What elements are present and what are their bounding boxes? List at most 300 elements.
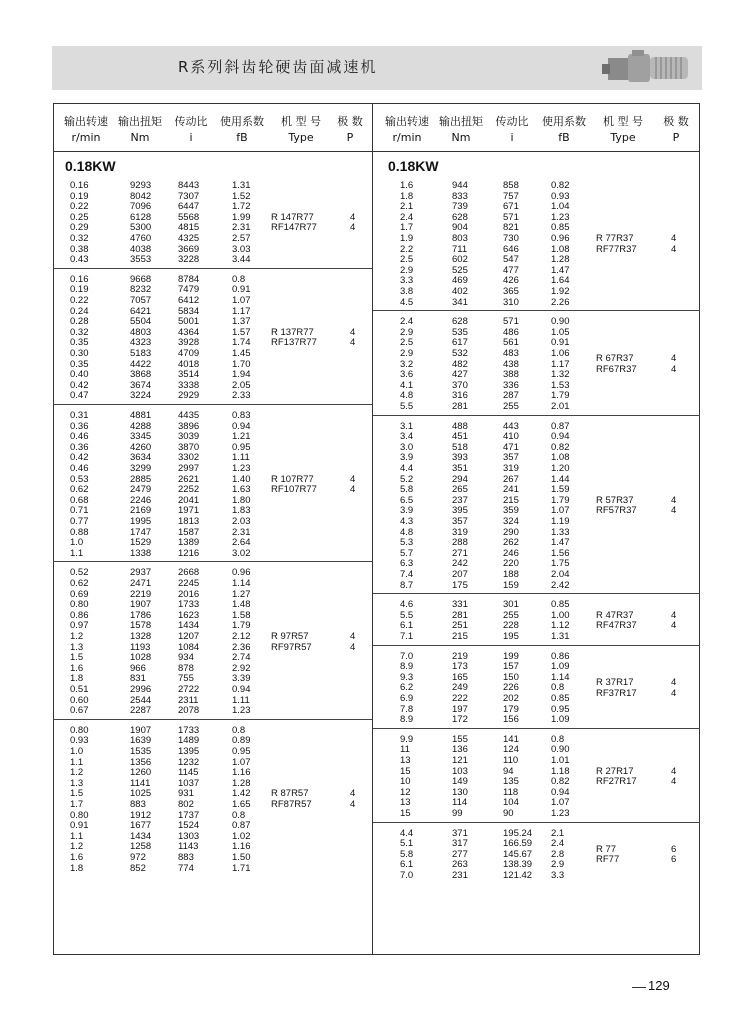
ratio-cell: 2252	[178, 484, 200, 496]
speed-cell: 1.3	[70, 777, 84, 789]
header-ratio-unit: i	[189, 131, 193, 144]
ratio-cell: 6447	[178, 201, 200, 213]
speed-cell: 2.1	[400, 201, 414, 213]
torque-cell: 271	[452, 547, 468, 559]
torque-cell: 402	[452, 286, 468, 297]
factor-cell: 1.37	[232, 316, 251, 328]
speed-cell: 1.8	[70, 862, 84, 874]
factor-cell: 0.8	[232, 273, 246, 285]
header-poles-cn: 极 数	[337, 115, 363, 128]
factor-cell: 1.53	[551, 379, 570, 391]
torque-cell: 357	[452, 516, 468, 527]
factor-cell: 1.23	[232, 463, 251, 474]
speed-cell: 0.67	[70, 705, 89, 717]
torque-cell: 319	[452, 526, 468, 538]
torque-cell: 207	[452, 569, 468, 580]
torque-cell: 251	[452, 620, 468, 632]
factor-cell: 1.19	[551, 516, 570, 527]
speed-cell: 0.36	[70, 420, 89, 432]
torque-cell: 370	[452, 379, 468, 391]
ratio-cell: 858	[503, 180, 519, 191]
factor-cell: 1.32	[551, 369, 570, 381]
speed-cell: 0.32	[70, 233, 89, 244]
torque-cell: 219	[452, 650, 468, 662]
ratio-cell: 1489	[178, 735, 200, 747]
ratio-cell: 5001	[178, 316, 200, 328]
ratio-cell: 226	[503, 682, 519, 694]
torque-cell: 628	[452, 316, 468, 328]
header-speed-cn: 输出转速	[385, 115, 429, 128]
speed-cell: 0.77	[70, 516, 89, 527]
factor-cell: 1.58	[232, 609, 251, 621]
ratio-cell: 2245	[178, 578, 200, 589]
ratio-cell: 483	[503, 348, 519, 359]
speed-cell: 7.0	[400, 650, 414, 662]
type-cell: RF37R17	[596, 687, 637, 699]
torque-cell: 5300	[130, 222, 152, 234]
torque-cell: 130	[452, 786, 468, 798]
torque-cell: 103	[452, 765, 468, 777]
speed-cell: 3.6	[400, 369, 414, 381]
torque-cell: 215	[452, 631, 468, 642]
torque-cell: 451	[452, 431, 468, 443]
speed-cell: 4.1	[400, 379, 414, 391]
speed-cell: 0.22	[70, 295, 89, 306]
type-cell: R 137R77	[271, 326, 314, 338]
ratio-cell: 324	[503, 516, 519, 527]
gear-motor-icon	[598, 48, 694, 88]
ratio-cell: 5568	[178, 211, 200, 223]
torque-cell: 237	[452, 494, 468, 506]
ratio-cell: 3514	[178, 369, 200, 381]
torque-cell: 114	[452, 797, 468, 809]
ratio-cell: 1145	[178, 767, 199, 779]
speed-cell: 1.7	[70, 799, 84, 810]
ratio-cell: 4435	[178, 410, 200, 421]
ratio-cell: 90	[503, 808, 514, 819]
pole-cell: 4	[350, 631, 356, 642]
factor-cell: 1.50	[232, 852, 251, 863]
ratio-cell: 3302	[178, 452, 200, 464]
factor-cell: 0.94	[551, 786, 570, 798]
page-number: 129	[648, 978, 670, 993]
pole-cell: 4	[350, 337, 356, 349]
torque-cell: 1193	[130, 641, 151, 653]
ratio-cell: 1143	[178, 841, 199, 853]
ratio-cell: 5834	[178, 305, 200, 317]
table-center-divider	[372, 103, 373, 955]
ratio-cell: 671	[503, 201, 519, 213]
header-type-en: Type	[288, 131, 314, 144]
factor-cell: 0.94	[551, 431, 570, 443]
power-label-right: 0.18KW	[388, 158, 439, 174]
factor-cell: 0.85	[551, 599, 570, 611]
ratio-cell: 141	[503, 733, 519, 745]
speed-cell: 0.71	[70, 505, 89, 517]
torque-cell: 488	[452, 420, 468, 432]
type-cell: R 97R57	[271, 631, 309, 642]
factor-cell: 1.14	[232, 578, 251, 589]
pole-cell: 4	[671, 677, 677, 689]
factor-cell: 1.28	[232, 777, 251, 789]
factor-cell: 1.79	[551, 494, 570, 506]
ratio-cell: 157	[503, 661, 519, 673]
factor-cell: 1.06	[551, 348, 570, 359]
speed-cell: 1.6	[400, 180, 414, 191]
speed-cell: 0.42	[70, 379, 89, 391]
speed-cell: 0.30	[70, 348, 89, 359]
factor-cell: 2.12	[232, 631, 251, 642]
torque-cell: 7057	[130, 295, 152, 306]
speed-cell: 15	[400, 765, 411, 777]
header-torque-unit: Nm	[451, 131, 471, 144]
speed-cell: 7.0	[400, 870, 414, 881]
ratio-cell: 931	[178, 788, 194, 800]
torque-cell: 265	[452, 484, 468, 496]
ratio-cell: 1232	[178, 756, 200, 768]
ratio-cell: 1389	[178, 537, 200, 549]
speed-cell: 1.6	[70, 662, 84, 674]
ratio-cell: 94	[503, 765, 514, 777]
torque-cell: 165	[452, 671, 468, 683]
torque-cell: 231	[452, 870, 468, 881]
ratio-cell: 2016	[178, 588, 200, 600]
pole-cell: 4	[350, 326, 356, 338]
torque-cell: 1356	[130, 756, 152, 768]
group-separator	[53, 561, 372, 562]
torque-cell: 4260	[130, 441, 152, 453]
ratio-cell: 4325	[178, 233, 200, 244]
torque-cell: 197	[452, 703, 468, 715]
ratio-cell: 255	[503, 401, 519, 412]
torque-cell: 351	[452, 463, 468, 474]
speed-cell: 6.1	[400, 859, 414, 871]
ratio-cell: 179	[503, 703, 519, 715]
factor-cell: 1.23	[551, 808, 570, 819]
speed-cell: 4.5	[400, 296, 414, 308]
speed-cell: 0.88	[70, 526, 89, 538]
factor-cell: 0.83	[232, 410, 251, 421]
factor-cell: 2.8	[551, 848, 565, 860]
torque-cell: 2544	[130, 694, 152, 706]
group-separator	[53, 719, 372, 720]
ratio-cell: 1303	[178, 830, 200, 842]
speed-cell: 8.9	[400, 661, 414, 673]
ratio-cell: 547	[503, 254, 519, 266]
ratio-cell: 802	[178, 799, 194, 810]
ratio-cell: 438	[503, 358, 519, 370]
ratio-cell: 188	[503, 569, 519, 580]
factor-cell: 1.04	[551, 201, 570, 213]
speed-cell: 0.52	[70, 567, 89, 579]
pole-cell: 4	[350, 799, 356, 810]
group-separator	[373, 822, 700, 823]
ratio-cell: 774	[178, 862, 194, 874]
speed-cell: 6.1	[400, 620, 414, 632]
factor-cell: 0.95	[232, 746, 251, 757]
ratio-cell: 159	[503, 579, 519, 591]
torque-cell: 535	[452, 326, 468, 338]
torque-cell: 371	[452, 827, 468, 839]
factor-cell: 0.86	[551, 650, 570, 662]
speed-cell: 4.8	[400, 526, 414, 538]
ratio-cell: 878	[178, 662, 194, 674]
pole-cell: 4	[671, 233, 677, 244]
factor-cell: 0.91	[551, 337, 570, 349]
factor-cell: 0.91	[232, 284, 251, 296]
header-separator-right	[373, 151, 700, 152]
speed-cell: 0.69	[70, 588, 89, 600]
type-cell: RF57R37	[596, 505, 637, 517]
ratio-cell: 3039	[178, 431, 200, 443]
speed-cell: 4.4	[400, 463, 414, 474]
speed-cell: 1.8	[400, 190, 414, 202]
ratio-cell: 287	[503, 390, 519, 402]
factor-cell: 1.33	[551, 526, 570, 538]
torque-cell: 3224	[130, 390, 152, 402]
ratio-cell: 359	[503, 505, 519, 517]
torque-cell: 2471	[130, 578, 152, 589]
pole-cell: 4	[350, 484, 356, 496]
factor-cell: 1.27	[232, 588, 251, 600]
factor-cell: 1.17	[232, 305, 251, 317]
speed-cell: 0.91	[70, 820, 89, 832]
torque-cell: 2996	[130, 684, 152, 695]
factor-cell: 1.08	[551, 243, 570, 255]
torque-cell: 2169	[130, 505, 152, 517]
speed-cell: 6.3	[400, 558, 414, 570]
ratio-cell: 220	[503, 558, 519, 570]
ratio-cell: 883	[178, 852, 194, 863]
ratio-cell: 150	[503, 671, 519, 683]
header-torque-cn: 输出扭矩	[439, 115, 483, 128]
ratio-cell: 4018	[178, 358, 200, 370]
factor-cell: 1.08	[551, 452, 570, 464]
header-separator-left	[53, 151, 372, 152]
page-title: R系列斜齿轮硬齿面减速机	[178, 58, 378, 76]
factor-cell: 1.02	[232, 830, 251, 842]
speed-cell: 0.40	[70, 369, 89, 381]
factor-cell: 1.44	[551, 473, 570, 485]
speed-cell: 1.2	[70, 631, 84, 642]
speed-cell: 0.38	[70, 243, 89, 255]
factor-cell: 1.14	[551, 671, 570, 683]
torque-cell: 1677	[130, 820, 152, 832]
type-cell: R 27R17	[596, 765, 634, 777]
ratio-cell: 1084	[178, 641, 200, 653]
header-speed-cn: 输出转速	[64, 115, 108, 128]
torque-cell: 852	[130, 862, 146, 874]
factor-cell: 1.79	[232, 620, 251, 632]
torque-cell: 173	[452, 661, 468, 673]
factor-cell: 0.82	[551, 776, 570, 788]
speed-cell: 1.1	[70, 830, 84, 842]
factor-cell: 1.64	[551, 275, 570, 287]
speed-cell: 6.5	[400, 494, 414, 506]
speed-cell: 9.3	[400, 671, 414, 683]
speed-cell: 0.31	[70, 410, 89, 421]
torque-cell: 4881	[130, 410, 152, 421]
speed-cell: 0.97	[70, 620, 89, 632]
ratio-cell: 410	[503, 431, 519, 443]
speed-cell: 0.35	[70, 358, 89, 370]
ratio-cell: 1623	[178, 609, 200, 621]
factor-cell: 0.93	[551, 190, 570, 202]
factor-cell: 2.9	[551, 859, 565, 871]
factor-cell: 1.00	[551, 609, 570, 621]
torque-cell: 3299	[130, 463, 152, 474]
factor-cell: 1.70	[232, 358, 251, 370]
type-cell: RF77R37	[596, 243, 637, 255]
factor-cell: 1.07	[551, 797, 570, 809]
ratio-cell: 646	[503, 243, 519, 255]
ratio-cell: 199	[503, 650, 519, 662]
page-number-dash	[632, 987, 646, 988]
factor-cell: 1.72	[232, 201, 251, 213]
torque-cell: 222	[452, 693, 468, 704]
ratio-cell: 290	[503, 526, 519, 538]
factor-cell: 3.02	[232, 547, 251, 559]
header-type-en: Type	[610, 131, 636, 144]
torque-cell: 294	[452, 473, 468, 485]
factor-cell: 1.65	[232, 799, 251, 810]
ratio-cell: 1524	[178, 820, 200, 832]
speed-cell: 0.93	[70, 735, 89, 747]
factor-cell: 0.96	[551, 233, 570, 244]
factor-cell: 1.23	[232, 705, 251, 717]
torque-cell: 8232	[130, 284, 152, 296]
type-cell: RF87R57	[271, 799, 312, 810]
speed-cell: 0.35	[70, 337, 89, 349]
ratio-cell: 3338	[178, 379, 200, 391]
speed-cell: 0.46	[70, 463, 89, 474]
factor-cell: 0.85	[551, 693, 570, 704]
factor-cell: 1.94	[232, 369, 251, 381]
ratio-cell: 228	[503, 620, 519, 632]
speed-cell: 3.8	[400, 286, 414, 297]
torque-cell: 395	[452, 505, 468, 517]
ratio-cell: 121.42	[503, 870, 533, 881]
torque-cell: 1639	[130, 735, 152, 747]
factor-cell: 1.59	[551, 484, 570, 496]
ratio-cell: 8784	[178, 273, 200, 285]
torque-cell: 904	[452, 222, 468, 234]
factor-cell: 3.3	[551, 870, 565, 881]
factor-cell: 1.18	[551, 765, 570, 777]
torque-cell: 1338	[130, 547, 152, 559]
torque-cell: 833	[452, 190, 468, 202]
factor-cell: 1.12	[551, 620, 570, 632]
ratio-cell: 215	[503, 494, 519, 506]
speed-cell: 8.7	[400, 579, 414, 591]
type-cell: R 147R77	[271, 211, 314, 223]
header-speed-unit: r/min	[392, 131, 422, 144]
speed-cell: 0.42	[70, 452, 89, 464]
type-cell: RF77	[596, 854, 620, 866]
torque-cell: 7096	[130, 201, 152, 213]
speed-cell: 4.4	[400, 827, 414, 839]
speed-cell: 1.1	[70, 756, 84, 768]
speed-cell: 0.47	[70, 390, 89, 402]
factor-cell: 0.94	[232, 684, 251, 695]
torque-cell: 3674	[130, 379, 152, 391]
ratio-cell: 2078	[178, 705, 200, 717]
group-separator	[373, 310, 700, 311]
speed-cell: 5.7	[400, 547, 414, 559]
ratio-cell: 2668	[178, 567, 200, 579]
ratio-cell: 757	[503, 190, 519, 202]
speed-cell: 0.28	[70, 316, 89, 328]
torque-cell: 532	[452, 348, 468, 359]
torque-cell: 617	[452, 337, 468, 349]
factor-cell: 0.95	[232, 441, 251, 453]
torque-cell: 3345	[130, 431, 152, 443]
factor-cell: 0.87	[551, 420, 570, 432]
factor-cell: 2.92	[232, 662, 251, 674]
torque-cell: 2479	[130, 484, 152, 496]
header-type-cn: 机 型 号	[603, 115, 643, 128]
torque-cell: 1747	[130, 526, 152, 538]
speed-cell: 6.2	[400, 682, 414, 694]
factor-cell: 0.96	[232, 567, 251, 579]
speed-cell: 2.9	[400, 264, 414, 276]
torque-cell: 2937	[130, 567, 152, 579]
group-separator	[373, 593, 700, 594]
ratio-cell: 1733	[178, 724, 200, 736]
ratio-cell: 426	[503, 275, 519, 287]
torque-cell: 249	[452, 682, 468, 694]
torque-cell: 331	[452, 599, 468, 611]
type-cell: RF67R37	[596, 363, 637, 375]
type-cell: R 77R37	[596, 233, 634, 244]
torque-cell: 1258	[130, 841, 152, 853]
ratio-cell: 138.39	[503, 859, 533, 871]
factor-cell: 0.82	[551, 180, 570, 191]
ratio-cell: 471	[503, 441, 519, 453]
speed-cell: 0.62	[70, 578, 89, 589]
speed-cell: 0.80	[70, 809, 89, 821]
torque-cell: 1786	[130, 609, 152, 621]
factor-cell: 2.42	[551, 579, 570, 591]
ratio-cell: 561	[503, 337, 519, 349]
torque-cell: 136	[452, 744, 468, 756]
factor-cell: 1.31	[232, 180, 251, 191]
ratio-cell: 821	[503, 222, 519, 234]
ratio-cell: 1971	[178, 505, 200, 517]
torque-cell: 3553	[130, 254, 152, 266]
factor-cell: 1.71	[232, 862, 251, 874]
speed-cell: 4.3	[400, 516, 414, 527]
torque-cell: 1529	[130, 537, 152, 549]
speed-cell: 5.5	[400, 609, 414, 621]
torque-cell: 281	[452, 609, 468, 621]
header-factor-unit: fB	[236, 131, 248, 144]
type-cell: R 67R37	[596, 353, 634, 365]
factor-cell: 1.75	[551, 558, 570, 570]
factor-cell: 1.20	[551, 463, 570, 474]
ratio-cell: 6412	[178, 295, 200, 306]
factor-cell: 1.07	[232, 756, 251, 768]
speed-cell: 0.32	[70, 326, 89, 338]
speed-cell: 5.8	[400, 848, 414, 860]
torque-cell: 944	[452, 180, 468, 191]
speed-cell: 0.68	[70, 494, 89, 506]
speed-cell: 4.8	[400, 390, 414, 402]
speed-cell: 15	[400, 808, 411, 819]
speed-cell: 0.22	[70, 201, 89, 213]
ratio-cell: 336	[503, 379, 519, 391]
torque-cell: 602	[452, 254, 468, 266]
